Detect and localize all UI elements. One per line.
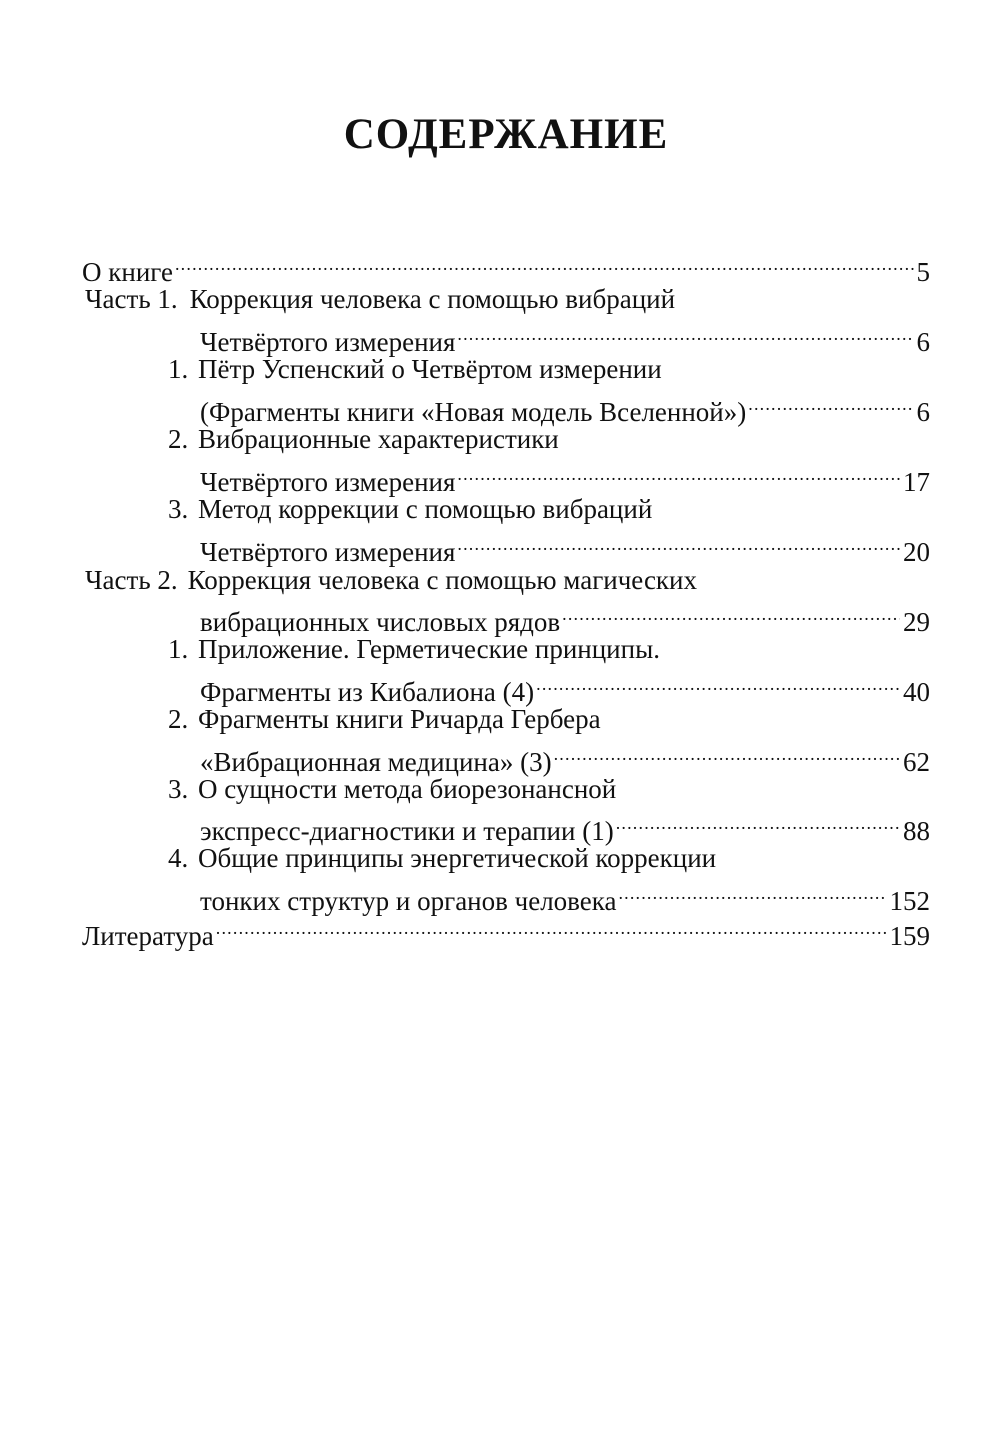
toc-item-title-line1: Общие принципы энергетической коррекции bbox=[198, 843, 717, 873]
toc-item-title-line2: тонких структур и органов человека bbox=[200, 886, 617, 916]
toc-part2-item-4[interactable] bbox=[168, 841, 930, 875]
toc-part2-heading[interactable] bbox=[85, 563, 930, 597]
dot-leader bbox=[175, 247, 914, 281]
toc-page-number: 6 bbox=[916, 327, 930, 357]
toc-item-number: 3. bbox=[168, 774, 189, 804]
toc-part-title-line1: Коррекция человека с помощью вибраций bbox=[189, 284, 676, 314]
toc-entry-label: Литература bbox=[82, 921, 214, 951]
dot-leader bbox=[457, 457, 900, 491]
toc-entry-about[interactable] bbox=[82, 247, 930, 287]
toc-item-number: 1. bbox=[168, 634, 189, 664]
toc-part1-item-1[interactable] bbox=[168, 352, 930, 386]
toc-item-title-line2: Четвёртого измерения bbox=[200, 467, 456, 497]
toc-entry-literature[interactable] bbox=[82, 911, 930, 951]
toc-part-prefix: Часть 1. bbox=[85, 284, 178, 314]
toc-page-number: 152 bbox=[889, 886, 930, 916]
toc-part1-heading[interactable] bbox=[85, 282, 930, 316]
toc-part1-item-1-cont[interactable] bbox=[200, 387, 930, 427]
dot-leader bbox=[554, 737, 900, 771]
toc-item-number: 2. bbox=[168, 704, 189, 734]
toc-item-title-line1: О сущности метода биорезонансной bbox=[198, 774, 617, 804]
toc-item-number: 3. bbox=[168, 494, 189, 524]
dot-leader bbox=[216, 911, 887, 945]
dot-leader bbox=[748, 387, 913, 421]
toc-item-title-line2: экспресс-диагностики и терапии (1) bbox=[200, 816, 614, 846]
toc-part1-item-2-cont[interactable] bbox=[200, 457, 930, 497]
toc-item-number: 2. bbox=[168, 424, 189, 454]
dot-leader bbox=[618, 876, 886, 910]
toc-item-number: 1. bbox=[168, 354, 189, 384]
toc-part1-item-2[interactable] bbox=[168, 422, 930, 456]
toc-item-title-line2: Фрагменты из Кибалиона (4) bbox=[200, 677, 535, 707]
toc-item-number: 4. bbox=[168, 843, 189, 873]
toc-page-number: 40 bbox=[903, 677, 930, 707]
toc-part1-item-3-cont[interactable] bbox=[200, 527, 930, 567]
toc-item-title-line1: Фрагменты книги Ричарда Гербера bbox=[198, 704, 601, 734]
dot-leader bbox=[457, 317, 913, 351]
toc-part2-item-2-cont[interactable] bbox=[200, 737, 930, 777]
toc-item-title-line1: Метод коррекции с помощью вибраций bbox=[198, 494, 653, 524]
toc-page-number: 17 bbox=[903, 467, 930, 497]
toc-part1-item-3[interactable] bbox=[168, 492, 930, 526]
toc-part-prefix: Часть 2. bbox=[85, 565, 178, 595]
toc-item-title-line2: Четвёртого измерения bbox=[200, 537, 456, 567]
dot-leader bbox=[562, 597, 900, 631]
toc-item-title-line2: (Фрагменты книги «Новая модель Вселенной») bbox=[200, 397, 747, 427]
toc-part2-item-3-cont[interactable] bbox=[200, 806, 930, 846]
toc-page-number: 29 bbox=[903, 607, 930, 637]
toc-part2-item-4-cont[interactable] bbox=[200, 876, 930, 916]
toc-part-title-line2: вибрационных числовых рядов bbox=[200, 607, 561, 637]
toc-item-title-line1: Вибрационные характеристики bbox=[198, 424, 559, 454]
toc-item-title-line2: «Вибрационная медицина» (3) bbox=[200, 747, 552, 777]
toc-part2-heading-cont[interactable] bbox=[200, 597, 930, 637]
toc-page-number: 6 bbox=[916, 397, 930, 427]
toc-part2-item-2[interactable] bbox=[168, 702, 930, 736]
toc-item-title-line1: Приложение. Герметические принципы. bbox=[198, 634, 660, 664]
dot-leader bbox=[536, 667, 900, 701]
toc-part2-item-1[interactable] bbox=[168, 632, 930, 666]
toc-entry-label: О книге bbox=[82, 257, 173, 287]
toc-page-number: 159 bbox=[889, 921, 930, 951]
toc-page-number: 62 bbox=[903, 747, 930, 777]
toc-page-number: 5 bbox=[916, 257, 930, 287]
page-title: СОДЕРЖАНИЕ bbox=[343, 111, 669, 158]
toc-item-title-line1: Пётр Успенский о Четвёртом измерении bbox=[198, 354, 662, 384]
toc-part1-heading-cont[interactable] bbox=[200, 317, 930, 357]
toc-page-number: 88 bbox=[903, 816, 930, 846]
toc-part2-item-1-cont[interactable] bbox=[200, 667, 930, 707]
toc-part-title-line1: Коррекция человека с помощью магических bbox=[187, 565, 698, 595]
dot-leader bbox=[616, 806, 900, 840]
toc-part2-item-3[interactable] bbox=[168, 772, 930, 806]
toc-part-title-line2: Четвёртого измерения bbox=[200, 327, 456, 357]
dot-leader bbox=[457, 527, 900, 561]
toc-page-number: 20 bbox=[903, 537, 930, 567]
